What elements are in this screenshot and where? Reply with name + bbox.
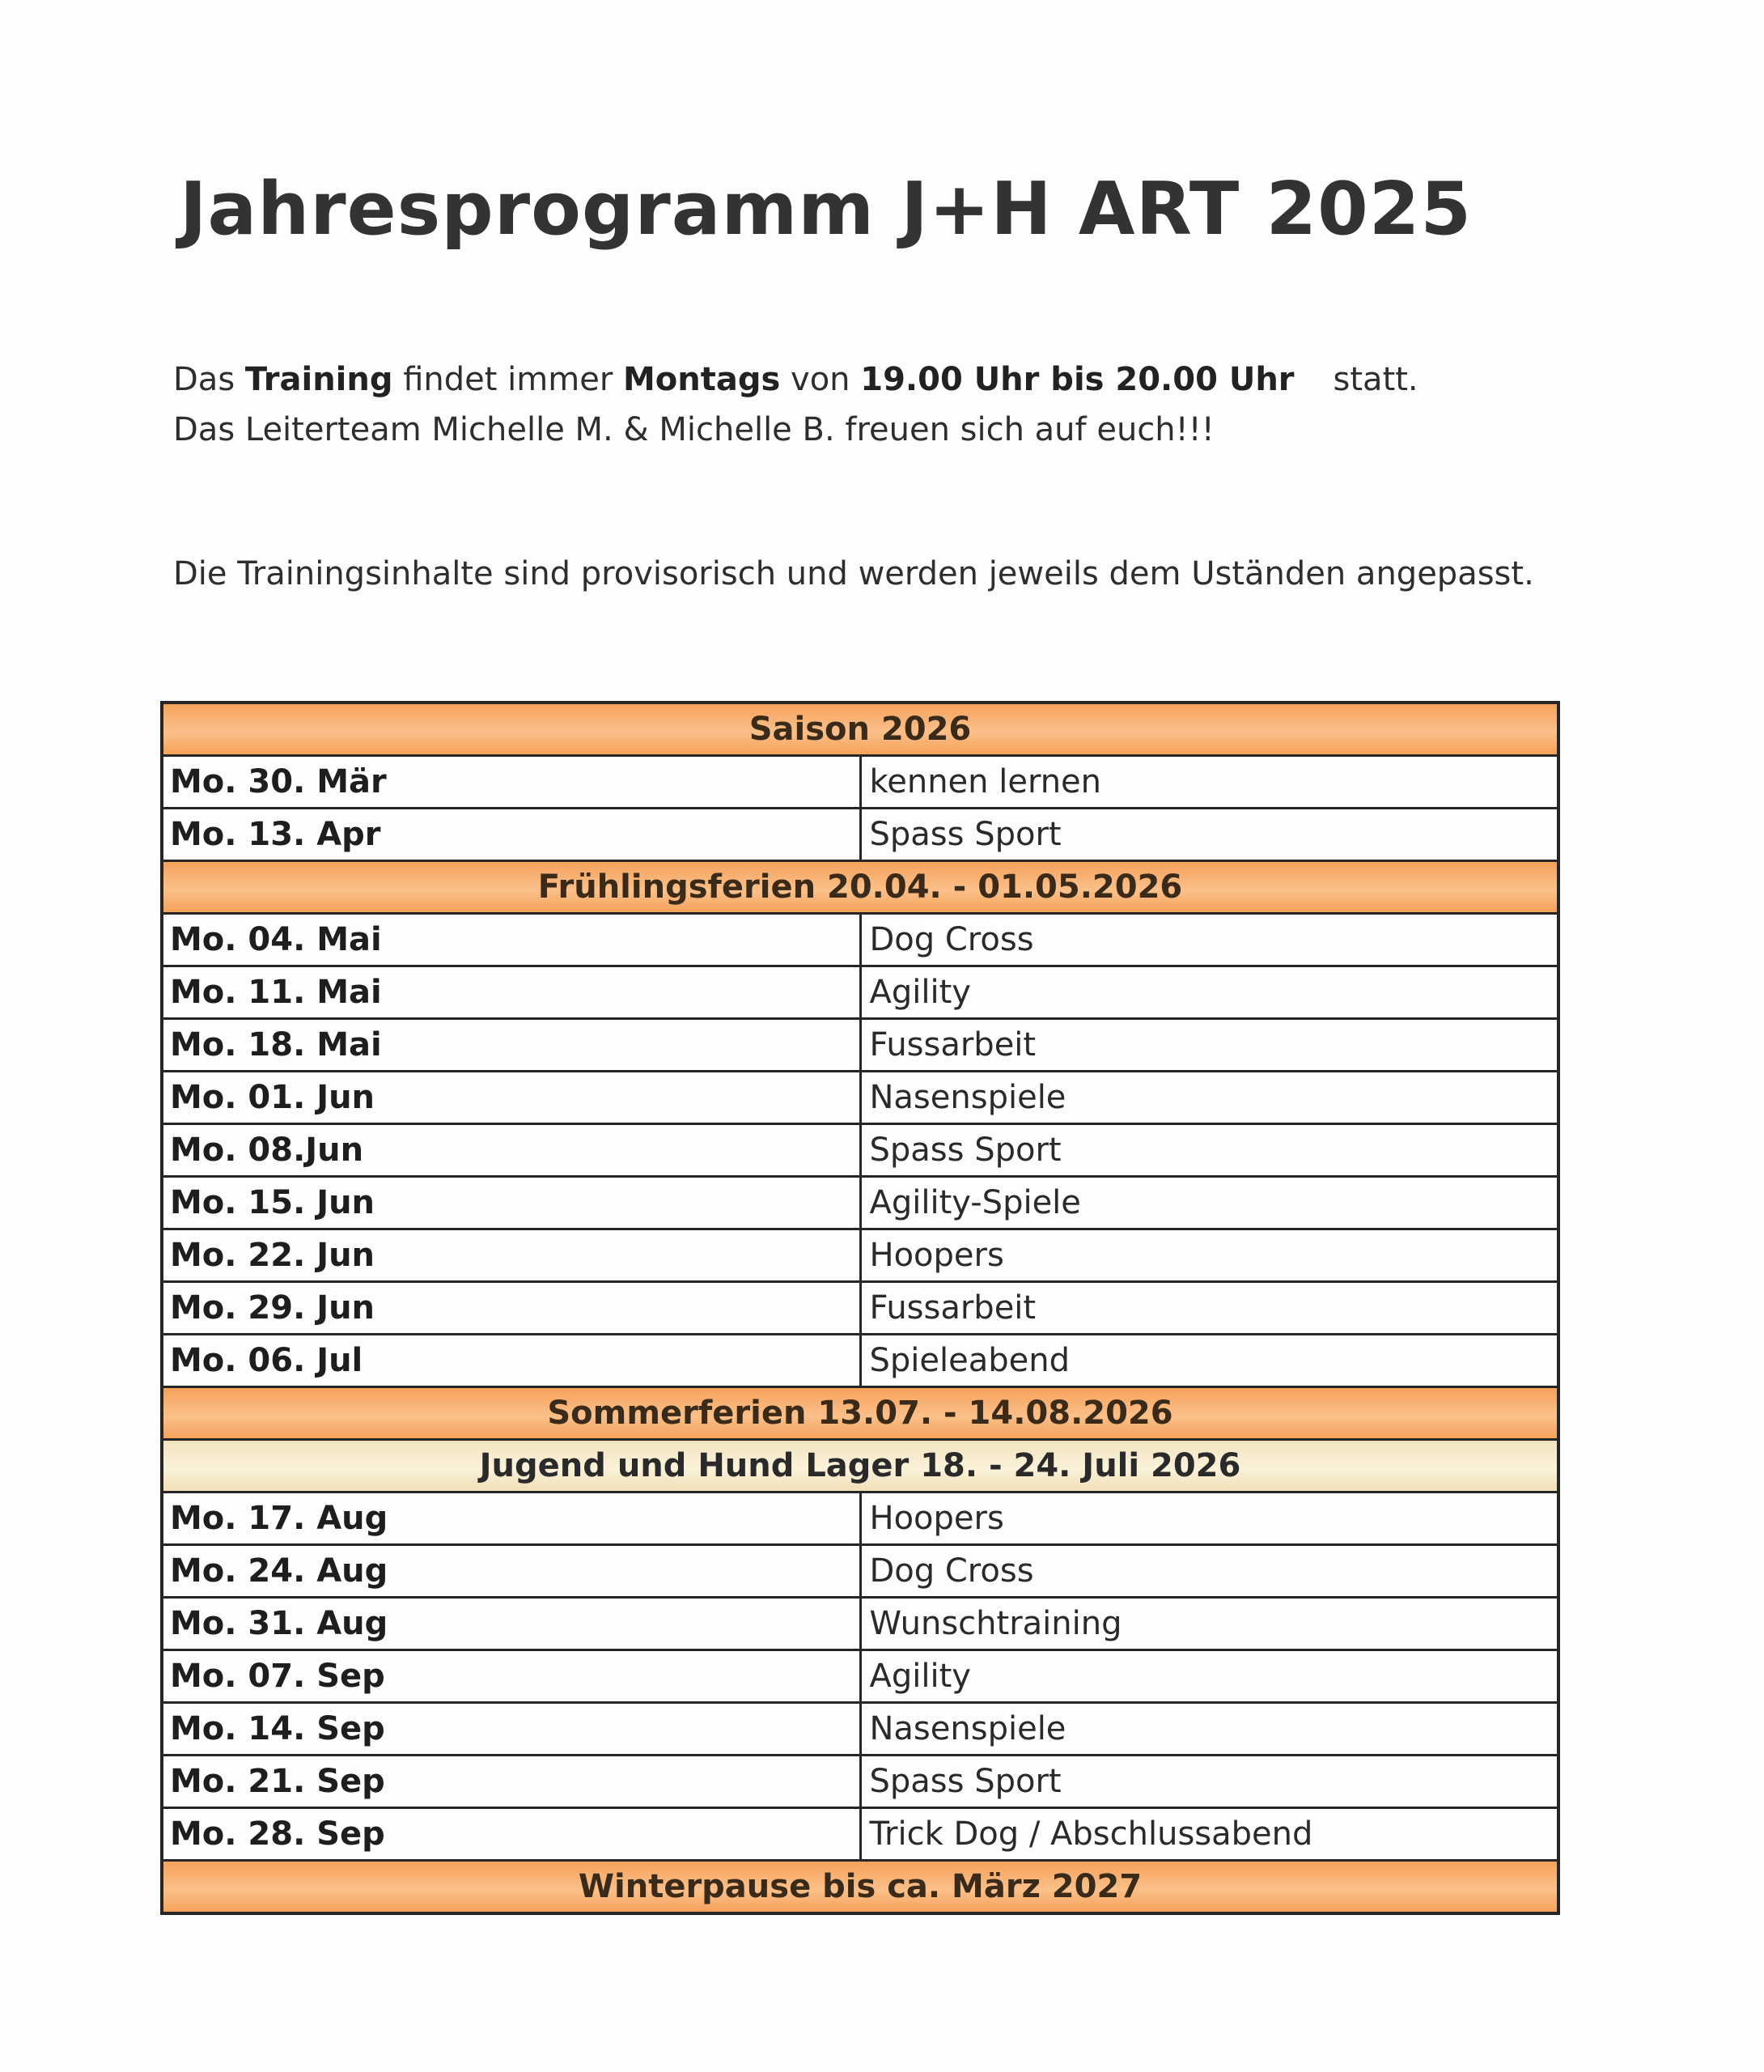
table-row xyxy=(162,966,1558,1019)
break-row xyxy=(162,1387,1558,1440)
activity-cell: Wunschtraining xyxy=(860,1598,1558,1650)
activity-cell: kennen lernen xyxy=(860,756,1558,809)
activity-cell: Spieleabend xyxy=(860,1335,1558,1387)
date-cell: Mo. 24. Aug xyxy=(162,1545,860,1598)
date-cell: Mo. 07. Sep xyxy=(162,1650,860,1703)
activity-cell: Dog Cross xyxy=(860,914,1558,966)
activity-cell: Hoopers xyxy=(860,1492,1558,1545)
table-row xyxy=(162,1072,1558,1124)
date-cell: Mo. 17. Aug xyxy=(162,1492,860,1545)
activity-cell: Agility-Spiele xyxy=(860,1177,1558,1229)
camp-label: Jugend und Hund Lager 18. - 24. Juli 2026 xyxy=(162,1440,1558,1492)
date-cell: Mo. 11. Mai xyxy=(162,966,860,1019)
intro-training-word: Training xyxy=(244,361,393,398)
summer-break-label: Sommerferien 13.07. - 14.08.2026 xyxy=(162,1387,1558,1440)
table-row xyxy=(162,756,1558,809)
table-row xyxy=(162,1019,1558,1072)
date-cell: Mo. 18. Mai xyxy=(162,1019,860,1072)
table-row xyxy=(162,1335,1558,1387)
table-row xyxy=(162,1808,1558,1861)
activity-cell: Spass Sport xyxy=(860,1124,1558,1177)
activity-cell: Spass Sport xyxy=(860,809,1558,861)
winter-break-label: Winterpause bis ca. März 2027 xyxy=(162,1861,1558,1914)
activity-cell: Fussarbeit xyxy=(860,1019,1558,1072)
table-row xyxy=(162,1282,1558,1335)
intro-text: Das xyxy=(173,361,245,398)
date-cell: Mo. 04. Mai xyxy=(162,914,860,966)
intro-training-time xyxy=(173,361,1418,398)
spring-break-label: Frühlingsferien 20.04. - 01.05.2026 xyxy=(162,861,1558,914)
activity-cell: Hoopers xyxy=(860,1229,1558,1282)
season-header: Saison 2026 xyxy=(162,703,1558,756)
table-row xyxy=(162,1650,1558,1703)
table-row xyxy=(162,1492,1558,1545)
activity-cell: Fussarbeit xyxy=(860,1282,1558,1335)
date-cell: Mo. 31. Aug xyxy=(162,1598,860,1650)
table-row xyxy=(162,1229,1558,1282)
table-row xyxy=(162,1545,1558,1598)
activity-cell: Nasenspiele xyxy=(860,1072,1558,1124)
intro-note: Die Trainingsinhalte sind provisorisch und werden jeweils dem Uständen angepasst. xyxy=(173,555,1534,592)
intro-text: von xyxy=(780,361,861,398)
date-cell: Mo. 29. Jun xyxy=(162,1282,860,1335)
activity-cell: Spass Sport xyxy=(860,1756,1558,1808)
activity-cell: Agility xyxy=(860,966,1558,1019)
table-row xyxy=(162,1177,1558,1229)
date-cell: Mo. 28. Sep xyxy=(162,1808,860,1861)
date-cell: Mo. 22. Jun xyxy=(162,1229,860,1282)
date-cell: Mo. 15. Jun xyxy=(162,1177,860,1229)
schedule-table xyxy=(160,701,1560,1915)
date-cell: Mo. 14. Sep xyxy=(162,1703,860,1756)
date-cell: Mo. 13. Apr xyxy=(162,809,860,861)
camp-row xyxy=(162,1440,1558,1492)
table-row xyxy=(162,809,1558,861)
date-cell: Mo. 30. Mär xyxy=(162,756,860,809)
intro-text: findet immer xyxy=(392,361,623,398)
footer-row xyxy=(162,1861,1558,1914)
page-title: Jahresprogramm J+H ART 2025 xyxy=(180,167,1473,252)
date-cell: Mo. 06. Jul xyxy=(162,1335,860,1387)
activity-cell: Nasenspiele xyxy=(860,1703,1558,1756)
date-cell: Mo. 01. Jun xyxy=(162,1072,860,1124)
activity-cell: Dog Cross xyxy=(860,1545,1558,1598)
table-row xyxy=(162,1703,1558,1756)
date-cell: Mo. 08.Jun xyxy=(162,1124,860,1177)
intro-weekday: Montags xyxy=(622,361,781,398)
intro-text: statt. xyxy=(1333,361,1418,398)
table-row xyxy=(162,1756,1558,1808)
activity-cell: Trick Dog / Abschlussabend xyxy=(860,1808,1558,1861)
date-cell: Mo. 21. Sep xyxy=(162,1756,860,1808)
table-row xyxy=(162,1124,1558,1177)
table-row xyxy=(162,914,1558,966)
intro-time-range: 19.00 Uhr bis 20.00 Uhr xyxy=(860,361,1295,398)
break-row xyxy=(162,861,1558,914)
table-row xyxy=(162,1598,1558,1650)
season-header-row xyxy=(162,703,1558,756)
activity-cell: Agility xyxy=(860,1650,1558,1703)
intro-leaders: Das Leiterteam Michelle M. & Michelle B. freuen sich auf euch!!! xyxy=(173,411,1215,448)
